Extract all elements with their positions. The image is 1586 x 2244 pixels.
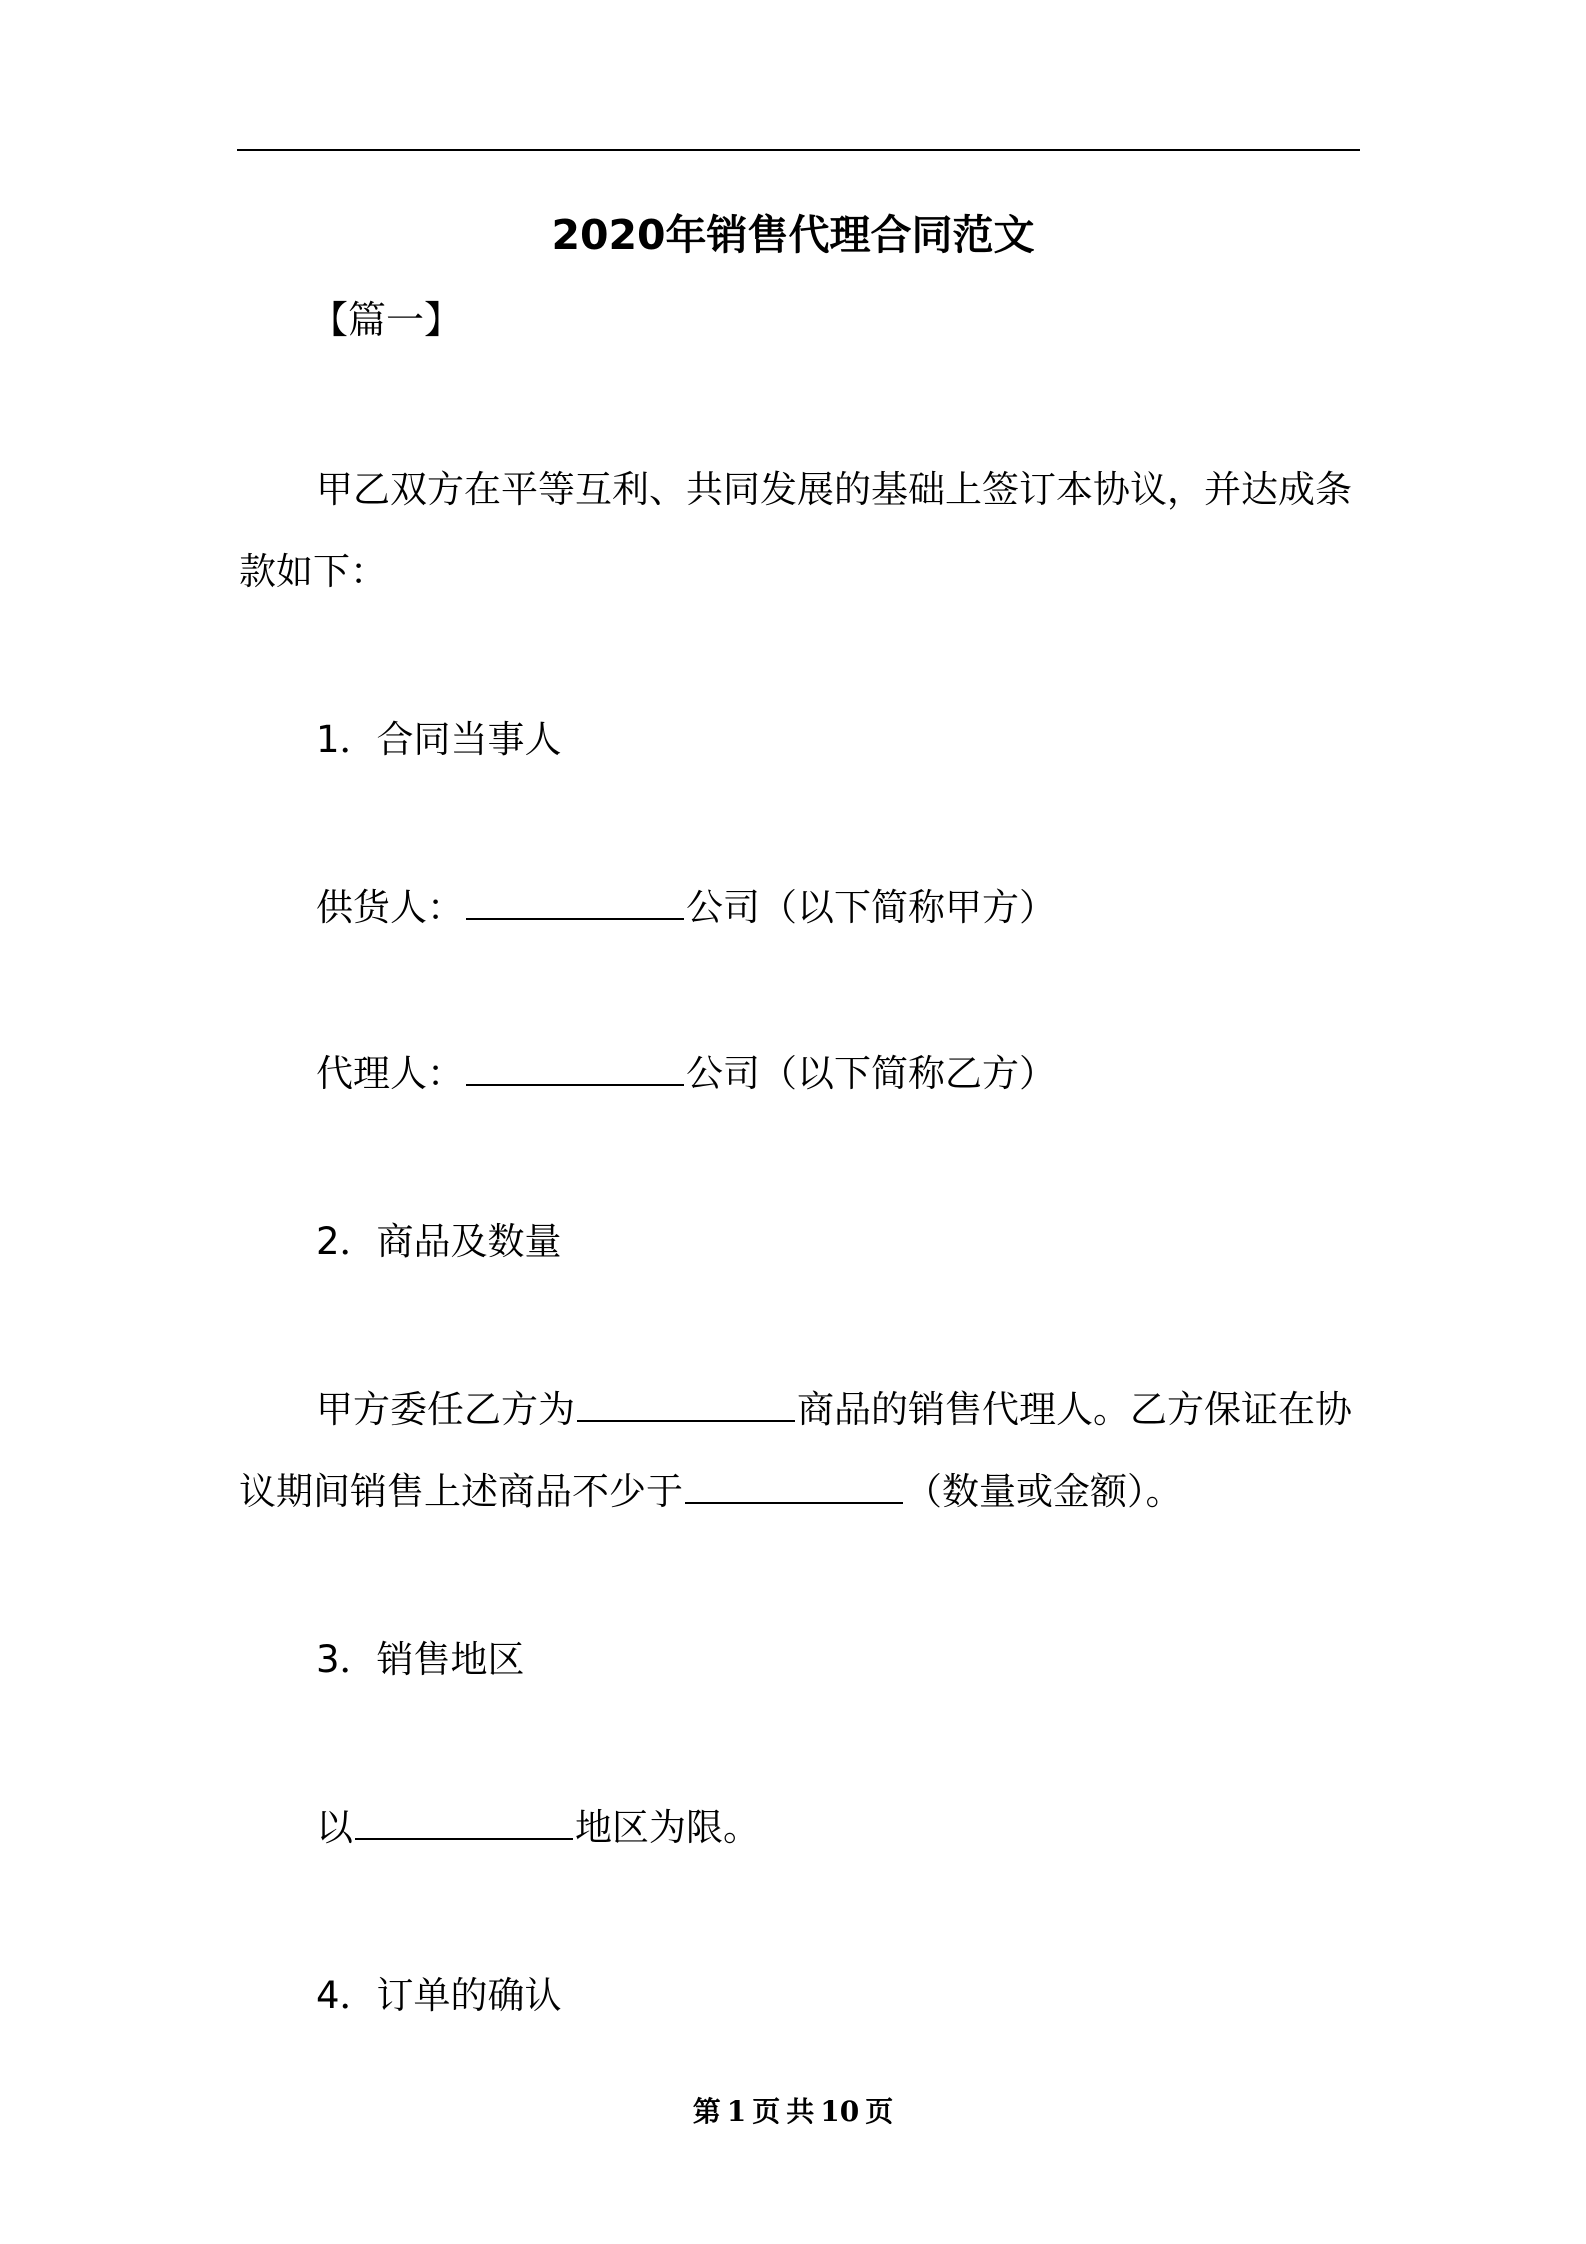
clause-2-line-2-prefix: 议期间销售上述商品不少于 <box>239 1470 683 1513</box>
agent-blank <box>466 1048 684 1086</box>
header-rule <box>237 149 1360 151</box>
clause-3-heading: 3．销售地区 <box>316 1638 525 1681</box>
clause-3-suffix: 地区为限。 <box>575 1806 760 1849</box>
footer-total-word: 共 <box>786 2095 815 2128</box>
document-title: 2020年销售代理合同范文 <box>551 211 1035 259</box>
footer-current-page: 1 <box>726 2095 747 2128</box>
region-blank <box>355 1802 573 1840</box>
section-heading: 【篇一】 <box>310 298 463 342</box>
footer-page-word: 第 <box>692 2095 721 2128</box>
clause-2-line-2-suffix: （数量或金额）。 <box>905 1470 1183 1513</box>
page-footer <box>0 2092 1586 2132</box>
footer-total-unit: 页 <box>865 2095 894 2128</box>
clause-2-line-2 <box>239 1465 1183 1519</box>
product-blank <box>577 1384 795 1422</box>
footer-page-unit: 页 <box>752 2095 781 2128</box>
clause-3-line <box>316 1801 760 1855</box>
agent-label: 代理人： <box>316 1052 464 1095</box>
supplier-blank <box>466 882 684 920</box>
supplier-suffix: 公司（以下简称甲方） <box>686 886 1056 929</box>
agent-suffix: 公司（以下简称乙方） <box>686 1052 1056 1095</box>
intro-line-1: 甲乙双方在平等互利、共同发展的基础上签订本协议，并达成条 <box>316 468 1352 511</box>
intro-line-2: 款如下： <box>239 550 387 593</box>
clause-2-line-1 <box>316 1383 1352 1437</box>
agent-line <box>316 1047 1056 1101</box>
clause-3-prefix: 以 <box>316 1806 353 1849</box>
clause-2-line-1-prefix: 甲方委任乙方为 <box>316 1388 575 1431</box>
clause-4-heading: 4．订单的确认 <box>316 1974 562 2017</box>
supplier-line <box>316 881 1056 935</box>
clause-2-line-1-suffix: 商品的销售代理人。乙方保证在协 <box>797 1388 1352 1431</box>
clause-2-heading: 2．商品及数量 <box>316 1220 562 1263</box>
supplier-label: 供货人： <box>316 886 464 929</box>
quantity-blank <box>685 1466 903 1504</box>
clause-1-heading: 1．合同当事人 <box>316 718 562 761</box>
footer-total-pages: 10 <box>820 2095 860 2128</box>
